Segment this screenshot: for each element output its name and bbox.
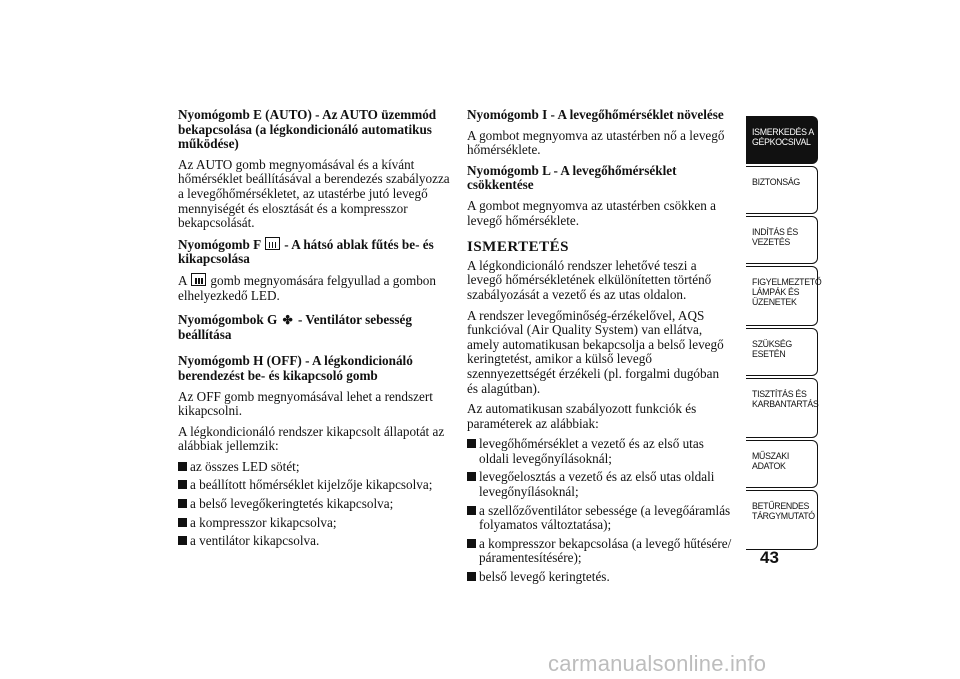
heading-button-f: Nyomógomb F - A hátsó ablak fűtés be- és kikapcsolása [178, 236, 434, 267]
paragraph-off-state: A légkondicionáló rendszer kikapcsolt állapotát az alábbiak jellemzik: [178, 423, 445, 454]
heading-button-e: Nyomógomb E (AUTO) - Az AUTO üzemmód bekapcsolása (a légkondicionáló automatikus működése) [178, 107, 437, 152]
tab-warning-lights[interactable]: FIGYELMEZTETŐ LÁMPÁK ÉS ÜZENETEK [746, 266, 818, 326]
bullet-icon [178, 536, 187, 545]
list-item: az összes LED sötét; [178, 460, 453, 475]
list-item: a szellőzőventilátor sebessége (a levegőáramlás folyamatos változtatása); [467, 504, 732, 533]
bullet-icon [467, 439, 476, 448]
heading-button-h: Nyomógomb H (OFF) - A légkondicionáló berendezést be- és kikapcsoló gomb [178, 353, 413, 383]
list-item: a kompresszor kikapcsolva; [178, 516, 453, 531]
paragraph-rear-defrost: A gomb megnyomására felgyullad a gombon elhelyezkedő LED. [178, 272, 436, 303]
tab-technical-data[interactable]: MŰSZAKI ADATOK [746, 440, 818, 488]
paragraph-decrease: A gombot megnyomva az utastérben csökken a levegő hőmérséklete. [467, 197, 717, 228]
heading-button-l: Nyomógomb L - A levegőhőmérséklet csökkentése [467, 162, 677, 193]
list-item: a ventilátor kikapcsolva. [178, 534, 453, 549]
fan-icon: ✤ [282, 313, 293, 328]
paragraph-description-2: A rendszer levegőminőség-érzékelővel, AQS funkcióval (Air Quality System) van ellátva, amely automatikusan bekapcsolja a belső levegő keringtetést, amikor a külső levegő szennyezettségét érzékeli (pl. forgalmi dugóban és alagútban). [467, 307, 724, 396]
bullet-icon [178, 499, 187, 508]
bullet-icon [467, 539, 476, 548]
list-item: levegőhőmérséklet a vezető és az első utas oldali levegőnyílásoknál; [467, 437, 732, 466]
heading-button-i: Nyomógomb I - A levegőhőmérséklet növelése [467, 107, 724, 122]
list-item: a kompresszor bekapcsolása (a levegő hűtésére/ páramentesítésére); [467, 537, 732, 566]
paragraph-increase: A gombot megnyomva az utastérben nő a levegő hőmérséklete. [467, 127, 725, 158]
bullet-icon [467, 572, 476, 581]
paragraph-description-3: Az automatikusan szabályozott funkciók és paraméterek az alábbiak: [467, 401, 697, 431]
page-number: 43 [760, 548, 779, 567]
tab-safety[interactable]: BIZTONSÁG [746, 166, 818, 214]
bullet-icon [178, 518, 187, 527]
tab-starting-driving[interactable]: INDÍTÁS ÉS VEZETÉS [746, 216, 818, 264]
left-column [178, 108, 453, 553]
bullet-icon [178, 462, 187, 471]
list-item: a beállított hőmérséklet kijelzője kikapcsolva; [178, 478, 453, 493]
rear-defrost-icon [191, 273, 206, 286]
tab-maintenance[interactable]: TISZTÍTÁS ÉS KARBANTARTÁS [746, 378, 818, 438]
bullet-icon [467, 472, 476, 481]
list-item: belső levegő keringtetés. [467, 570, 732, 585]
tab-getting-to-know[interactable]: ISMERKEDÉS A GÉPKOCSIVAL [746, 116, 818, 164]
paragraph-description-1: A légkondicionáló rendszer lehetővé teszi a levegő hőmérsékletének elkülönítetten történő szabályozását a vezető és az utas oldalon. [467, 257, 712, 302]
right-column [467, 108, 732, 589]
list-item: a belső levegőkeringtetés kikapcsolva; [178, 497, 453, 512]
bullet-icon [178, 480, 187, 489]
chapter-tabs [746, 116, 822, 552]
paragraph-off: Az OFF gomb megnyomásával lehet a rendszert kikapcsolni. [178, 388, 433, 419]
bullet-icon [467, 506, 476, 515]
section-title: ISMERTETÉS [467, 239, 570, 256]
rear-defrost-icon [265, 237, 280, 250]
list-item: levegőelosztás a vezető és az első utas oldali levegőnyílásoknál; [467, 470, 732, 499]
tab-emergency[interactable]: SZÜKSÉG ESETÉN [746, 328, 818, 376]
watermark: carmanualsonline.info [548, 651, 767, 676]
tab-index[interactable]: BETŰRENDES TÁRGYMUTATÓ [746, 490, 818, 550]
heading-buttons-g: Nyomógombok G ✤ - Ventilátor sebesség beállítása [178, 312, 412, 342]
paragraph-auto: Az AUTO gomb megnyomásával és a kívánt hőmérséklet beállításával a berendezés szabályozza a levegőhőmérsékletet, az utastérbe jutó levegő mennyiségét és elosztását és a kompresszor bekapcsolását. [178, 156, 450, 231]
